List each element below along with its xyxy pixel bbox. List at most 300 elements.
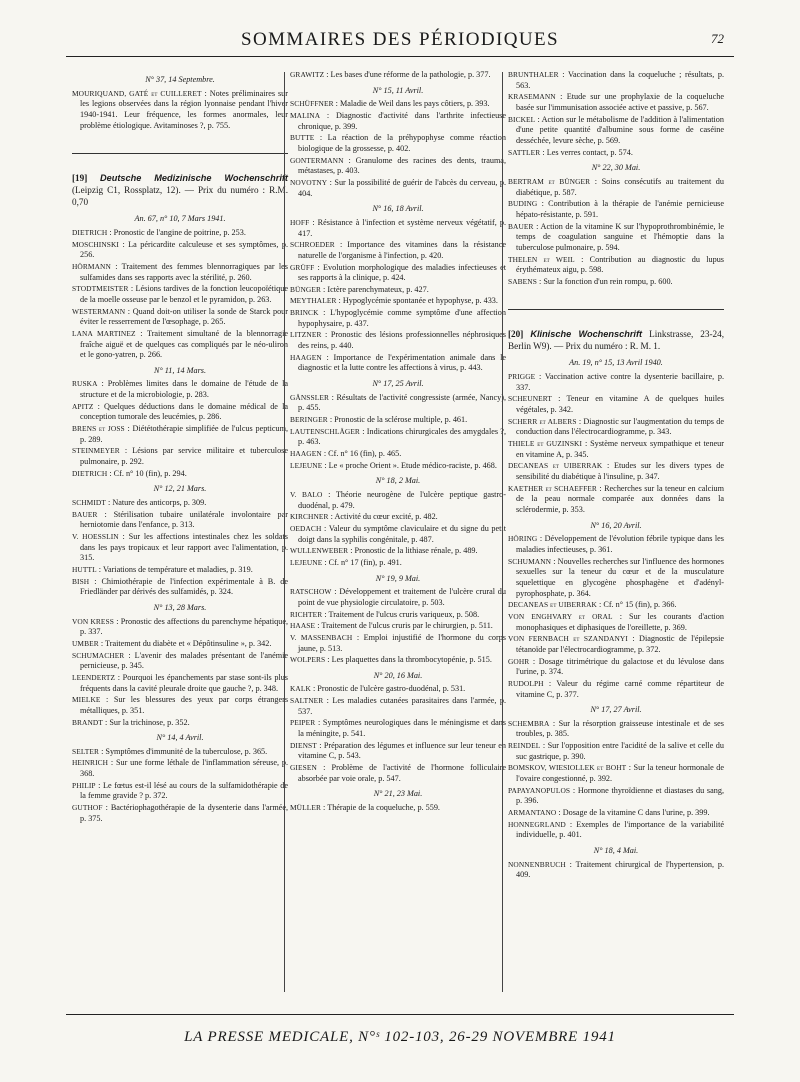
article-author: GONTERMANN: [290, 155, 344, 165]
article-author: SCHMIDT: [72, 498, 106, 508]
article-author: BRENS et JOSS: [72, 424, 125, 434]
journal-details: Linkstrasse, 23-24, Berlin W9). — Prix du numéro : R. M. 1.: [508, 329, 724, 352]
article-author: MOURIQUAND, GATÉ et CUILLERET: [72, 88, 202, 98]
issue-heading: N° 15, 11 Avril.: [372, 85, 424, 95]
article-entry: [72, 651, 288, 672]
article-author: GOHR: [508, 656, 530, 666]
article-entry: [72, 228, 288, 239]
article-title: : Développement de l'évolution fébrile typique dans les maladies infectieuses, p. 361.: [516, 534, 724, 554]
article-entry: [290, 285, 506, 296]
article-entry: [290, 133, 506, 154]
journal-heading: [508, 328, 724, 352]
article-author: UMBER: [72, 638, 99, 648]
article-title: : Importance de l'expérimentation animale dans le diagnostic et la lutte contre les affections à virus, p. 443.: [298, 352, 506, 373]
article-author: HÖRING: [508, 534, 538, 544]
issue-heading: N° 18, 2 Mai.: [375, 476, 421, 486]
article-entry: [508, 657, 724, 678]
article-entry: [290, 218, 506, 239]
article-author: BERTRAM et BÜNGER: [508, 176, 591, 186]
issue-heading: N° 14, 4 Avril.: [156, 733, 204, 743]
article-title: : Problème de l'activité de l'hormone folliculaire absorbée par voie orale, p. 547.: [298, 763, 506, 783]
article-entry: [290, 240, 506, 261]
issue-heading: N° 16, 18 Avril.: [372, 204, 424, 214]
article-title: : Teneur en vitamine A de quelques huiles végétales, p. 342.: [516, 394, 724, 415]
article-entry: [72, 469, 288, 480]
article-title: : Sur les affections intestinales chez les soldats dans les pays tropicaux et leur rapport avec l'alimentation, p. 315.: [80, 532, 288, 563]
article-title: : Stérilisation tubaire unilatérale involontaire par herniotomie dans l'enfance, p. 313.: [80, 509, 288, 530]
article-entry: [72, 758, 288, 779]
article-author: PHILIP: [72, 780, 96, 790]
article-title: : Quand doit-on utiliser la sonde de Starck pour éviter le resserrement de l'œsophage, p. 265.: [80, 306, 288, 327]
article-entry: [72, 329, 288, 361]
article-title: : Quelques déductions dans le domaine médical de la conception tumorale des leucémies, p. 286.: [80, 401, 288, 422]
article-title: : Pronostic de la sclérose multiple, p. 461.: [327, 415, 468, 425]
article-entry: [508, 612, 724, 633]
article-title: : Les maladies cutanées parasitaires dans l'armée, p. 537.: [298, 696, 506, 716]
article-entry: [508, 534, 724, 555]
article-title: : Pourquoi les épanchements par stase sont-ils plus fréquents dans la cavité pleurale droite que gauche ?, p. 348.: [80, 672, 288, 693]
article-title: : Action de la vitamine K sur l'hypoprothrombinémie, le temps de coagulation sanguine et l'hémoptie dans la tuberculose pulmonaire, p. 594.: [516, 221, 724, 252]
article-title: : Pronostic de l'angine de poitrine, p. 253.: [107, 227, 246, 237]
article-title: : Le « proche Orient ». Etude médico-raciste, p. 468.: [322, 460, 497, 470]
article-author: THELEN et WEIL: [508, 254, 575, 264]
article-title: : Soins consécutifs au traitement du diabétique, p. 587.: [516, 176, 724, 197]
article-author: BUTTE: [290, 133, 315, 143]
article-author: SCHERR et ALBERS: [508, 416, 577, 426]
article-title: : La péricardite calculeuse et ses symptômes, p. 256.: [80, 239, 288, 260]
article-author: RUDOLPH: [508, 678, 544, 688]
journal-name: Klinische Wochenschrift: [530, 329, 643, 340]
article-title: : Valeur du symptôme claviculaire et du signe du petit doigt dans la syphilis congénitale, p. 487.: [298, 523, 506, 544]
issue-heading: N° 19, 9 Mai.: [375, 573, 421, 583]
article-author: DECANEAS et UIBERRAK: [508, 600, 597, 610]
article-title: : Traitement des femmes blennorragiques par les sulfamides dans ses rapports avec la stérilité, p. 260.: [80, 261, 288, 282]
article-title: : Granulome des racines des dents, trauma, métastases, p. 403.: [298, 155, 506, 176]
issue-heading: N° 21, 23 Mai.: [373, 789, 423, 799]
article-entry: [290, 655, 506, 666]
page-footer: [0, 1029, 800, 1046]
article-title: : Variations de température et maladies, p. 319.: [96, 564, 253, 574]
article-entry: [72, 617, 288, 638]
article-title: : Exemples de l'importance de la variabilité individuelle, p. 401.: [516, 819, 724, 840]
footer-text: LA PRESSE MEDICALE, N°ˢ 102-103, 26-29 NOVEMBRE 1941: [184, 1029, 616, 1045]
article-entry: [290, 308, 506, 329]
article-author: APITZ: [72, 401, 94, 411]
article-entry: [290, 330, 506, 351]
issue-heading: N° 18, 4 Mai.: [593, 846, 639, 856]
article-author: DIETRICH: [72, 468, 108, 478]
article-author: BUDING: [508, 199, 538, 209]
article-title: : Hormone thyroïdienne et diastases du sang, p. 396.: [516, 785, 724, 806]
article-entry: [508, 808, 724, 819]
article-title: : Résultats de l'activité congressiste (armée, Nancy), p. 455.: [298, 392, 506, 413]
journal-number: [19]: [72, 173, 88, 184]
article-title: : Sur la possibilité de guérir de l'abcès du cerveau, p. 404.: [298, 177, 506, 198]
article-entry: [72, 803, 288, 824]
journal-heading: [72, 172, 288, 208]
article-title: : Diagnostic de l'épilepsie tétanoïde par l'électrocardiogramme, p. 372.: [516, 634, 724, 654]
article-author: SCHEUNERT: [508, 394, 552, 404]
article-title: : Etudes sur les divers types de sensibilité du diabétique à l'insuline, p. 347.: [516, 461, 724, 482]
article-entry: [72, 510, 288, 531]
journal-details: (Leipzig C1, Rossplatz, 12). — Prix du numéro : R.M. 0,70: [72, 185, 288, 208]
article-entry: [290, 684, 506, 695]
article-entry: [290, 393, 506, 414]
article-title: : Valeur du régime carné comme répartiteur de vitamine C, p. 377.: [516, 678, 724, 699]
article-author: SELTER: [72, 746, 100, 756]
article-author: V. HOESSLIN: [72, 532, 119, 541]
article-author: SABENS: [508, 276, 537, 286]
article-title: : Préparation des légumes et influence sur leur teneur en vitamine C, p. 543.: [298, 740, 506, 761]
article-title: : Théorie neurogène de l'ulcère peptique gastro-duodénal, p. 479.: [298, 489, 506, 510]
article-author: ARMANTANO: [508, 808, 557, 818]
header-rule: [66, 56, 734, 57]
article-entry: [508, 177, 724, 198]
article-author: HEINRICH: [72, 758, 109, 768]
article-entry: [72, 379, 288, 400]
article-title: : Action sur le métabolisme de l'addition à l'alimentation d'une petite quantité d'albumine sous forme de caséine desséchée, levure sèche, p. 569.: [516, 114, 724, 145]
article-title: : Pronostic de la lithiase rénale, p. 489.: [348, 546, 478, 556]
article-entry: [508, 679, 724, 700]
article-author: REINDEL: [508, 741, 541, 751]
issue-heading: N° 22, 30 Mai.: [591, 163, 641, 173]
article-title: : Sur l'opposition entre l'acidité de la salive et celle du suc gastrique, p. 390.: [516, 741, 724, 761]
article-title: : L'avenir des malades présentant de l'anémie pernicieuse, p. 345.: [80, 650, 288, 671]
article-entry: [508, 820, 724, 841]
article-entry: [72, 532, 288, 564]
issue-heading: An. 19, n° 15, 13 Avril 1940.: [569, 358, 663, 368]
article-title: : Cf. n° 16 (fin), p. 465.: [321, 449, 402, 458]
section-rule: [508, 309, 724, 310]
article-entry: [72, 446, 288, 467]
article-title: : Traitement du diabète et « Dépôtinsuline », p. 342.: [98, 638, 272, 648]
article-author: BICKEL: [508, 114, 536, 124]
article-entry: [290, 178, 506, 199]
article-entry: [508, 417, 724, 438]
article-title: : Activité du cœur excité, p. 482.: [328, 512, 438, 522]
section-rule: [72, 153, 288, 154]
article-author: HONNEGRLAND: [508, 819, 566, 829]
article-author: V. BALO: [290, 489, 323, 499]
article-title: : Maladie de Weil dans les pays côtiers, p. 393.: [333, 99, 490, 109]
article-title: : Indications chirurgicales des amygdales ?, p. 463.: [298, 426, 506, 447]
article-title: : Vaccination active contre la dysenterie bacillaire, p. 337.: [516, 372, 724, 392]
article-title: : Diagnostic sur l'augmentation du temps de conduction dans l'électrocardiogramme, p. 343.: [516, 416, 724, 437]
article-author: STEINMEYER: [72, 446, 120, 456]
article-entry: [508, 600, 724, 611]
article-entry: [290, 633, 506, 654]
article-author: HÖRMANN: [72, 261, 111, 271]
article-author: SATTLER: [508, 147, 541, 157]
article-author: MOSCHINSKI: [72, 239, 119, 249]
article-entry: [72, 402, 288, 423]
article-author: SCHÜFFNER: [290, 99, 334, 109]
article-entry: [72, 695, 288, 716]
article-author: LEJEUNE: [290, 557, 323, 567]
article-entry: [508, 719, 724, 740]
issue-heading: An. 67, n° 10, 7 Mars 1941.: [134, 214, 226, 224]
article-entry: [290, 696, 506, 717]
article-author: KAETHER et SCHAEFFER: [508, 483, 597, 493]
article-author: RUSKA: [72, 379, 98, 389]
journal-number: [20]: [508, 329, 524, 340]
article-entry: [508, 763, 724, 784]
article-author: VON FERNBACH et SZANDANYI: [508, 634, 628, 644]
article-entry: [290, 558, 506, 569]
article-author: GUTHOF: [72, 803, 103, 813]
article-title: : Bactériophagothérapie de la dysenterie dans l'armée, p. 375.: [80, 803, 288, 823]
article-entry: [290, 427, 506, 448]
article-entry: [72, 307, 288, 328]
article-author: HAASE: [290, 621, 316, 631]
article-entry: [72, 577, 288, 598]
article-author: MALINA: [290, 110, 321, 120]
article-title: : Thérapie de la coqueluche, p. 559.: [320, 803, 440, 813]
article-entry: [508, 484, 724, 516]
article-title: : Sur les courants d'action monophasiques et diphasiques de l'oreillette, p. 369.: [516, 611, 724, 632]
article-title: : Nature des anticorps, p. 309.: [105, 498, 207, 508]
page-title: SOMMAIRES DES PÉRIODIQUES: [241, 29, 559, 50]
footer-rule: [66, 1014, 734, 1015]
article-author: LEJEUNE: [290, 460, 323, 470]
article-title: : Sur les blessures des yeux par corps étrangers métalliques, p. 351.: [80, 695, 288, 715]
article-entry: [290, 763, 506, 784]
article-title: : Sur une forme léthale de l'inflammation séreuse, p. 368.: [80, 758, 288, 779]
article-title: : Emploi injustifié de l'hormone du corps jaune, p. 513.: [298, 632, 506, 653]
article-author: BRANDT: [72, 717, 103, 727]
article-author: LANA MARTINEZ: [72, 328, 136, 338]
article-title: : Contribution à la thérapie de l'anémie pernicieuse hépato-résistante, p. 591.: [516, 199, 724, 219]
article-entry: [290, 490, 506, 511]
article-entry: [290, 587, 506, 608]
article-entry: [508, 439, 724, 460]
article-title: : Notes préliminaires sur les legions observées dans la région lyonnaise pendant l'hiver 1940-1941. Leur fréquence, les formes anormales, leur problème étiologique. Avitaminoses ?, p. 755.: [80, 88, 288, 130]
article-title: : Sur la fonction d'un rein rompu, p. 600.: [536, 276, 673, 286]
article-title: : Evolution morphologique des maladies infectieuses et ses rapports à la clinique, p. 424.: [298, 262, 506, 283]
article-author: NOVOTNY: [290, 177, 328, 187]
article-author: LAUTENSCHLÄGER: [290, 426, 360, 436]
article-author: RICHTER: [290, 609, 323, 619]
article-author: SCHUMACHER: [72, 650, 125, 660]
article-entry: [290, 415, 506, 426]
article-title: : La réaction de la préhypophyse comme réaction biologique de la grossesse, p. 402.: [298, 133, 506, 153]
article-entry: [290, 99, 506, 110]
article-title: : Traitement chirurgical de l'hypertension, p. 409.: [516, 859, 724, 880]
article-title: : Pronostic de l'ulcère gastro-duodénal, p. 531.: [310, 684, 466, 694]
article-author: WOLPERS: [290, 655, 326, 665]
article-author: PEIPER: [290, 718, 316, 728]
article-title: : Les verres contact, p. 574.: [540, 147, 633, 157]
article-entry: [72, 565, 288, 576]
article-entry: [508, 199, 724, 220]
article-author: NONNENBRUCH: [508, 859, 566, 869]
article-entry: [508, 277, 724, 288]
article-entry: [508, 70, 724, 91]
article-title: : Hypoglycémie spontanée et hypophyse, p. 433.: [336, 296, 498, 306]
article-entry: [290, 156, 506, 177]
article-title: : Traitement de l'ulcus cruris variqueux, p. 508.: [322, 609, 480, 619]
article-entry: [72, 718, 288, 729]
article-title: : Chimiothérapie de l'infection expérimentale à B. de Friedländer par dérivés des sulfamidés, p. 324.: [80, 576, 288, 597]
column-3: [508, 70, 724, 882]
article-entry: [508, 634, 724, 655]
article-author: WULLENWEBER: [290, 546, 349, 556]
article-entry: [72, 498, 288, 509]
article-author: HOFF: [290, 217, 310, 227]
article-author: PAPAYANOPULOS: [508, 785, 571, 795]
article-entry: [72, 89, 288, 132]
article-author: SCHROEDER: [290, 240, 335, 250]
article-entry: [508, 786, 724, 807]
article-author: VON KRESS: [72, 616, 114, 626]
article-author: OEDACH: [290, 523, 322, 533]
article-author: LEENDERTZ: [72, 672, 116, 682]
article-entry: [290, 461, 506, 472]
article-title: : Ictère parenchymateux, p. 427.: [321, 284, 429, 294]
article-title: : Nouvelles recherches sur l'influence des hormones sexuelles sur la teneur du cœur et de la musculature squelettique en glycogène phosphagène et d'adényl-pyrophosphate, p. 364.: [516, 556, 724, 598]
column-divider: [284, 72, 285, 992]
article-title: : L'hypoglycémie comme symptôme d'une affection hypophysaire, p. 437.: [298, 308, 506, 328]
article-title: : Traitement de l'ulcus cruris par le chirurgien, p. 511.: [315, 621, 493, 631]
article-title: : Sur la trichinose, p. 352.: [103, 717, 190, 727]
article-author: MEYTHALER: [290, 296, 337, 306]
article-author: BÜNGER: [290, 284, 321, 294]
article-author: LITZNER: [290, 330, 322, 340]
page-header: [0, 0, 800, 56]
article-title: : Développement et traitement de l'ulcère crural du point de vue physiologie circulatoire, p. 503.: [298, 587, 506, 607]
article-author: KALK: [290, 684, 311, 694]
article-title: : Les plaquettes dans la thrombocytopénie, p. 515.: [325, 655, 492, 665]
article-title: : Lésions par service militaire et tuberculose pulmonaire, p. 292.: [80, 446, 288, 467]
article-entry: [72, 639, 288, 650]
article-entry: [508, 115, 724, 147]
article-author: MIELKE: [72, 695, 101, 705]
article-entry: [508, 92, 724, 113]
article-author: BAUER: [508, 221, 534, 231]
article-author: KRASEMANN: [508, 92, 556, 102]
article-title: : Système nerveux sympathique et teneur en vitamine A, p. 345.: [516, 439, 724, 459]
article-author: BOMSKOV, WIESIOLLEK et BOHT: [508, 763, 627, 773]
article-entry: [508, 557, 724, 600]
article-title: : Symptômes neurologiques dans le méningisme et dans la méningite, p. 541.: [298, 718, 506, 739]
article-author: DECANEAS et UIBERRAK: [508, 461, 603, 471]
article-title: : Pronostic des affections du parenchyme hépatique, p. 337.: [80, 616, 288, 637]
article-entry: [290, 296, 506, 307]
article-author: GIESEN: [290, 763, 317, 773]
article-entry: [290, 621, 506, 632]
article-entry: [72, 673, 288, 694]
article-title: : Lésions tardives de la fonction leucopoïétique de la moelle osseuse par le benzol et le pyramidon, p. 263.: [80, 284, 288, 304]
article-author: DIETRICH: [72, 227, 108, 237]
page-number: 72: [711, 31, 724, 46]
issue-heading: N° 17, 25 Avril.: [372, 379, 424, 389]
article-entry: [290, 546, 506, 557]
article-author: RATSCHOW: [290, 587, 332, 597]
article-entry: [290, 449, 506, 460]
article-entry: [72, 262, 288, 283]
article-author: SCHEMBRA: [508, 718, 550, 728]
article-title: : Sur la résorption graisseuse intestinale et de ses troubles, p. 385.: [516, 718, 724, 739]
article-author: MÜLLER: [290, 803, 321, 813]
issue-heading: N° 11, 14 Mars.: [153, 365, 207, 375]
article-entry: [72, 240, 288, 261]
article-author: BAUER: [72, 509, 98, 519]
article-author: BISH: [72, 576, 90, 586]
article-author: BERINGER: [290, 415, 328, 425]
article-entry: [290, 718, 506, 739]
article-entry: [290, 263, 506, 284]
issue-heading: N° 17, 27 Avril.: [590, 705, 642, 715]
article-author: BRUNTHALER: [508, 70, 559, 79]
article-title: : Vaccination dans la coqueluche ; résultats, p. 563.: [516, 70, 724, 90]
article-author: DIENST: [290, 740, 317, 750]
article-entry: [72, 747, 288, 758]
article-title: : Les bases d'une réforme de la pathologie, p. 377.: [324, 70, 491, 79]
issue-heading: N° 12, 21 Mars.: [153, 484, 207, 494]
article-title: : Cf. n° 10 (fin), p. 294.: [107, 468, 187, 478]
article-entry: [290, 512, 506, 523]
article-author: V. MASSENBACH: [290, 632, 353, 642]
issue-heading: N° 13, 28 Mars.: [153, 602, 207, 612]
article-title: : Contribution au diagnostic du lupus érythémateux aigu, p. 598.: [516, 254, 724, 275]
article-author: HUTTL: [72, 564, 97, 574]
article-author: GÄNSSLER: [290, 392, 329, 402]
article-title: : Pronostic des lésions professionnelles néphrosiques des reins, p. 440.: [298, 330, 506, 351]
article-entry: [508, 461, 724, 482]
article-author: SALTNER: [290, 696, 324, 706]
article-title: : Résistance à l'infection et système nerveux végétatif, p. 417.: [298, 217, 506, 238]
article-entry: [290, 524, 506, 545]
article-author: WESTERMANN: [72, 306, 126, 316]
article-author: STODTMEISTER: [72, 284, 129, 294]
article-author: PRIGGE: [508, 372, 536, 382]
issue-heading: N° 20, 16 Mai.: [373, 670, 423, 680]
article-title: : Symptômes d'immunité de la tuberculose, p. 365.: [99, 746, 268, 756]
article-entry: [508, 860, 724, 881]
article-author: KIRCHNER: [290, 512, 329, 522]
article-title: : Dosage titrimétrique du galactose et du lévulose dans l'urine, p. 374.: [516, 656, 724, 677]
article-author: VON ENGHVARY et ORAL: [508, 611, 613, 621]
article-entry: [508, 148, 724, 159]
column-divider: [502, 72, 503, 992]
journal-name: Deutsche Medizinische Wochenschrift: [99, 173, 288, 184]
article-title: : Cf. n° 15 (fin), p. 366.: [597, 600, 677, 610]
article-author: THIELE et GUZINSKI: [508, 439, 583, 449]
article-author: BRINCK: [290, 308, 319, 318]
article-author: HAAGEN: [290, 352, 322, 362]
article-entry: [72, 781, 288, 802]
article-title: : Dosage de la vitamine C dans l'urine, p. 399.: [556, 808, 710, 818]
article-entry: [290, 741, 506, 762]
article-title: : Traitement simultané de la blennorragie fraîche aiguë et de quelques cas compliqués par le néo-uliron et le gono-yatren, p. 266.: [80, 328, 288, 360]
article-entry: [290, 353, 506, 374]
article-entry: [508, 741, 724, 762]
article-title: : Diagnostic d'activité dans l'arthrite infectieuse chronique, p. 399.: [298, 110, 506, 131]
article-entry: [290, 610, 506, 621]
article-title: : Cf. n° 17 (fin), p. 491.: [322, 557, 402, 567]
article-title: : Recherches sur la teneur en calcium de la peau normale comparée aux données dans la sclérodermie, p. 353.: [516, 483, 724, 514]
article-entry: [508, 222, 724, 254]
article-title: : Etude sur une prophylaxie de la coqueluche basée sur l'immunisation associée active et passive, p. 567.: [516, 92, 724, 112]
article-entry: [290, 803, 506, 814]
article-entry: [508, 372, 724, 393]
article-author: SCHUMANN: [508, 556, 552, 566]
article-entry: [508, 255, 724, 276]
article-title: : Sur la teneur hormonale de l'ovaire congestionné, p. 392.: [516, 763, 724, 784]
article-author: GRAWITZ: [290, 70, 325, 79]
issue-heading: N° 16, 20 Avril.: [590, 520, 642, 530]
column-1: [72, 70, 288, 825]
